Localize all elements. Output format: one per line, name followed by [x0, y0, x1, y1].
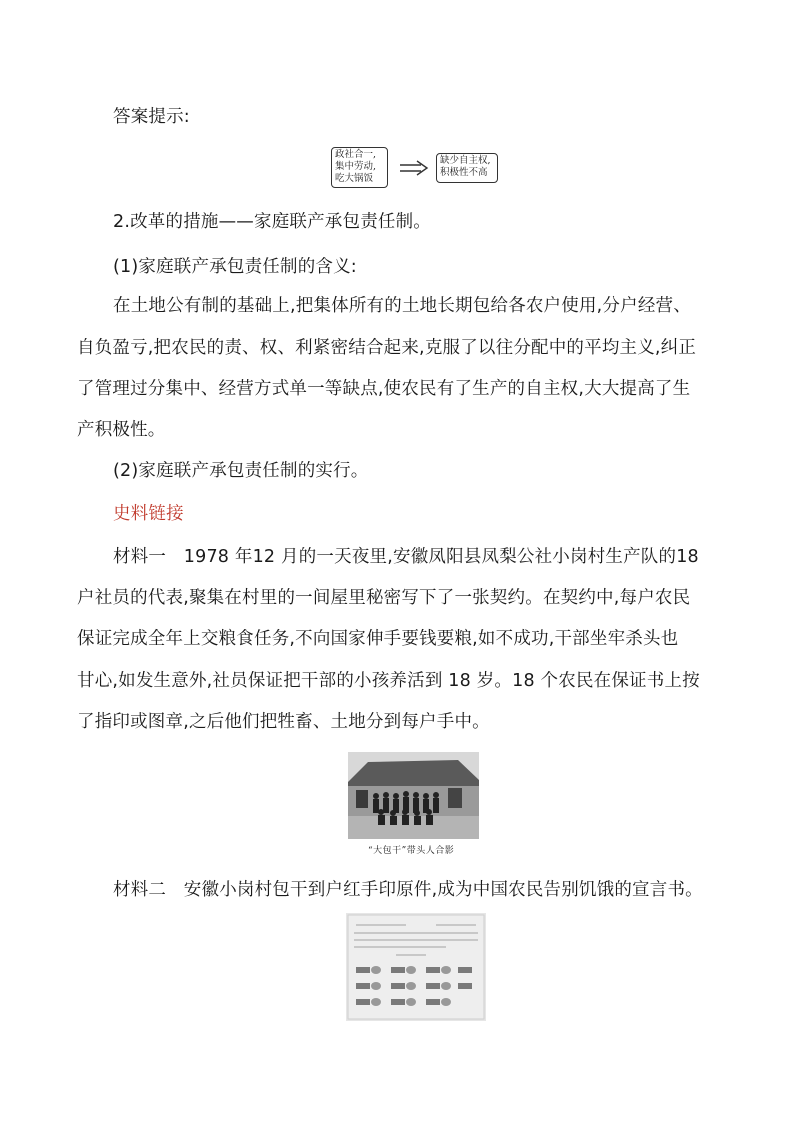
diagram-right-line-1: 缺少自主权, [440, 155, 491, 166]
material-1-line-5: 了指印或图章,之后他们把牲畜、土地分到每户手中。 [77, 712, 490, 732]
para-1-line-4: 产积极性。 [77, 420, 166, 440]
diagram-left-line-3: 吃大锅饭 [335, 173, 374, 184]
photo-caption: “大包干”带头人合影 [368, 846, 455, 856]
diagram-left-box [331, 147, 388, 188]
material-1-line-3: 保证完成全年上交粮食任务,不向国家伸手要钱要粮,如不成功,干部坐牢杀头也 [77, 629, 679, 649]
diagram-left-line-1: 政社合一, [335, 149, 377, 160]
history-link-title: 史料链接 [113, 504, 184, 524]
subheading-2: (2)家庭联产承包责任制的实行。 [113, 461, 369, 481]
group-photo [348, 752, 479, 839]
diagram-right-line-2: 积极性不高 [440, 167, 488, 178]
material-1-line-1: 材料一 1978 年12 月的一天夜里,安徽凤阳县凤梨公社小岗村生产队的18 [113, 547, 699, 567]
material-1-line-4: 甘心,如发生意外,社员保证把干部的小孩养活到 18 岁。18 个农民在保证书上按 [77, 671, 700, 691]
answer-label: 答案提示: [113, 107, 190, 127]
material-2: 材料二 安徽小岗村包干到户红手印原件,成为中国农民告别饥饿的宣言书。 [113, 880, 703, 900]
material-1-line-2: 户社员的代表,聚集在村里的一间屋里秘密写下了一张契约。在契约中,每户农民 [77, 588, 691, 608]
para-1-line-3: 了管理过分集中、经营方式单一等缺点,使农民有了生产的自主权,大大提高了生 [77, 379, 691, 399]
double-arrow-icon [399, 160, 429, 176]
para-1-line-1: 在土地公有制的基础上,把集体所有的土地长期包给各农户使用,分户经营、 [113, 296, 691, 316]
section-heading-2: 2.改革的措施——家庭联产承包责任制。 [113, 212, 431, 232]
diagram-left-line-2: 集中劳动, [335, 161, 377, 172]
fingerprint-contract-image [346, 913, 486, 1021]
para-1-line-2: 自负盈亏,把农民的责、权、利紧密结合起来,克服了以往分配中的平均主义,纠正 [77, 338, 697, 358]
subheading-1: (1)家庭联产承包责任制的含义: [113, 257, 357, 277]
diagram-right-box [436, 153, 498, 183]
